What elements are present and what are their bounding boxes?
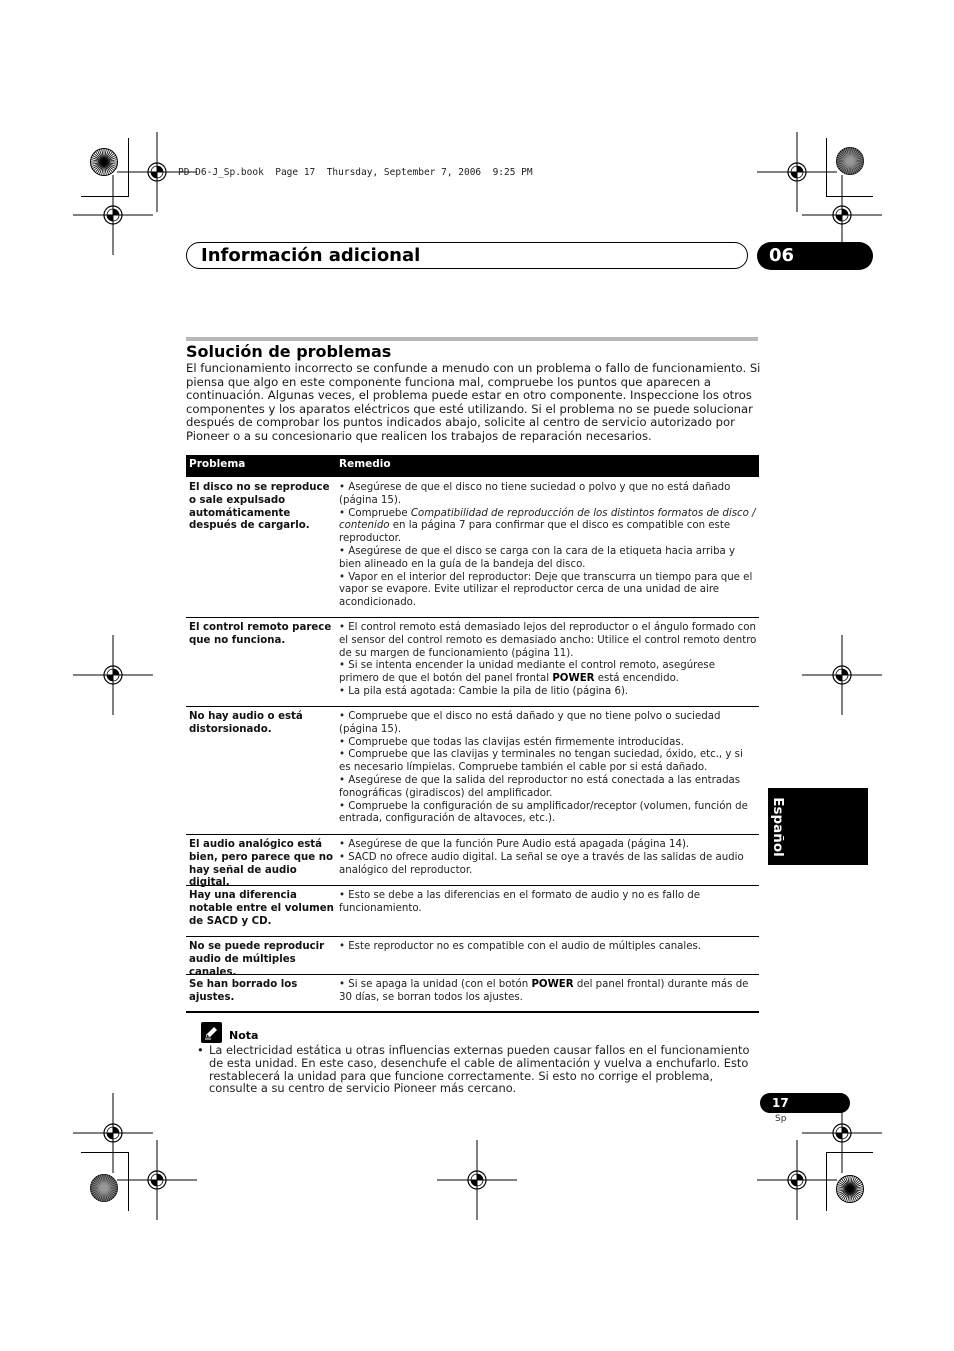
remedy-cell	[339, 979, 757, 1005]
remedy-item: • Compruebe la configuración de su amplificador/receptor (volumen, función de entrada, configuración de altavoces, etc.).	[339, 800, 748, 825]
remedy-item	[339, 508, 757, 546]
remedy-cell	[339, 839, 757, 877]
remedy-item: • Compruebe que el disco no está dañado y que no tiene polvo o suciedad (página 15).	[339, 711, 721, 735]
troubleshooting-table	[186, 455, 759, 1013]
section-intro: El funcionamiento incorrecto se confunde a menudo con un problema o fallo de funcionamiento. Si piensa que algo en este componente funciona mal, compruebe los puntos que aparecen a continuación. Algunas veces, el problema puede estar en otro componente. Inspeccione los otros componentes y los aparatos eléctricos que esté utilizando. Si el problema no se puede solucionar después de comprobar los puntos indicados abajo, solicite al centro de servicio autorizado por Pioneer o a su concesionario que realicen los trabajos de reparación necesarios.	[186, 361, 761, 443]
language-side-label: Español	[770, 796, 787, 857]
remedy-item: • Asegúrese de que el disco se carga con la cara de la etiqueta hacia arriba y bien alineado en la guía de la bandeja del disco.	[339, 545, 736, 570]
crop-line	[81, 196, 128, 197]
remedy-item: • La pila está agotada: Cambie la pila de litio (página 6).	[339, 685, 629, 697]
table-row	[186, 477, 759, 618]
color-rosette-icon	[835, 1174, 865, 1204]
registration-mark-icon	[757, 1140, 837, 1220]
remedy-item	[339, 979, 757, 1005]
registration-mark-icon	[437, 1140, 517, 1220]
remedy-item: • Asegúrese de que el disco no tiene suciedad o polvo y que no está dañado (página 15).	[339, 482, 731, 506]
remedy-cell	[339, 482, 757, 610]
crop-line	[128, 138, 129, 197]
table-row	[186, 707, 759, 835]
page-number: 17	[772, 1096, 789, 1110]
registration-mark-icon	[802, 635, 882, 715]
remedy-text: del panel frontal) durante más de 30 días, se borran todos los ajustes.	[339, 979, 749, 1003]
crop-line	[81, 1152, 128, 1153]
registration-mark-icon	[73, 635, 153, 715]
remedy-item: • Asegúrese de que la función Pure Audio está apagada (página 14).	[339, 839, 690, 850]
page-language-code: Sp	[775, 1114, 787, 1124]
note-pencil-icon	[201, 1022, 222, 1043]
table-row	[186, 937, 759, 978]
registration-mark-icon	[117, 1140, 197, 1220]
note-text: La electricidad estática u otras influencias externas pueden causar fallos en el funcionamiento de esta unidad. En este caso, desenchufe el cable de alimentación y vuelva a enchufarlo. Esto restablecerá la unidad para que funcione correctamente. Si esto no corrige el problema, consulte a su centro de servicio Pioneer más cercano.	[209, 1043, 750, 1096]
remedy-item: • Este reproductor no es compatible con el audio de múltiples canales.	[339, 941, 702, 952]
table-body	[186, 477, 759, 1013]
remedy-item: • SACD no ofrece audio digital. La señal se oye a través de las salidas de audio analógico del reproductor.	[339, 851, 744, 876]
power-button-label: POWER	[552, 673, 595, 685]
color-rosette-icon	[89, 147, 119, 177]
color-rosette-icon	[89, 1173, 119, 1203]
note-label: Nota	[229, 1029, 259, 1042]
remedy-text: está encendido.	[594, 673, 679, 685]
crop-line	[826, 1152, 873, 1153]
remedy-item: • Compruebe que las clavijas y terminales no tengan suciedad, óxido, etc., y si es necesario límpielas. Compruebe también el cable por si está dañado.	[339, 749, 743, 774]
section-title: Solución de problemas	[186, 342, 392, 361]
remedy-item: • Compruebe que todas las clavijas estén firmemente introducidas.	[339, 736, 684, 748]
crop-line	[128, 1152, 129, 1211]
note-bullet: •	[197, 1043, 204, 1057]
chapter-title: Información adicional	[201, 245, 421, 266]
problem-cell: No hay audio o está distorsionado.	[189, 711, 303, 735]
registration-mark-icon	[73, 175, 153, 255]
table-row	[186, 835, 759, 889]
crop-line	[826, 138, 827, 197]
table-header	[186, 455, 759, 477]
remedy-item: • Vapor en el interior del reproductor: Deje que transcurra un tiempo para que el vapor se evapore. Evite utilizar el reproductor cerca de una unidad de aire acondicionado.	[339, 571, 753, 609]
remedy-reference: Compatibilidad de reproducción de los distintos formatos de disco / contenido	[339, 507, 756, 532]
power-button-label: POWER	[531, 979, 574, 990]
remedy-text: • Si se intenta encender la unidad mediante el control remoto, asegúrese primero de que el botón del panel frontal	[339, 660, 715, 685]
remedy-text: • Compruebe	[339, 507, 411, 519]
problem-cell: El control remoto parece que no funciona.	[189, 622, 332, 646]
remedy-text: • Si se apaga la unidad (con el botón	[339, 979, 532, 990]
problem-cell: Hay una diferencia notable entre el volumen de SACD y CD.	[189, 890, 334, 927]
problem-cell: No se puede reproducir audio de múltiples canales.	[189, 941, 325, 978]
chapter-number-badge: 06	[757, 242, 873, 270]
table-row	[186, 618, 759, 707]
crop-line	[826, 1152, 827, 1211]
remedy-cell	[339, 941, 757, 954]
remedy-cell	[339, 622, 757, 699]
header-remedy: Remedio	[339, 458, 391, 470]
table-row	[186, 975, 759, 1013]
problem-cell: Se han borrado los ajustes.	[189, 979, 298, 1003]
problem-cell: El disco no se reproduce o sale expulsado automáticamente después de cargarlo.	[189, 482, 330, 532]
header-problem: Problema	[189, 458, 246, 470]
color-rosette-icon	[835, 146, 865, 176]
crop-line	[826, 196, 873, 197]
remedy-item	[339, 660, 757, 686]
table-row	[186, 886, 759, 937]
remedy-cell	[339, 711, 757, 826]
problem-cell: El audio analógico está bien, pero parece que no hay señal de audio digital.	[189, 839, 333, 889]
remedy-item: • Asegúrese de que la salida del reproductor no está conectada a las entradas fonográficas (giradiscos) del amplificador.	[339, 774, 741, 799]
remedy-text: en la página 7 para confirmar que el disco es compatible con este reproductor.	[339, 520, 731, 545]
remedy-item: • El control remoto está demasiado lejos del reproductor o el ángulo formado con el sensor del control remoto es demasiado ancho: Utilice el control remoto dentro de su margen de funcionamiento (página 11).	[339, 622, 757, 659]
remedy-cell	[339, 890, 757, 916]
remedy-item: • Esto se debe a las diferencias en el formato de audio y no es fallo de funcionamiento.	[339, 890, 701, 914]
book-header-line: PD-D6-J_Sp.book Page 17 Thursday, September 7, 2006 9:25 PM	[178, 167, 533, 178]
